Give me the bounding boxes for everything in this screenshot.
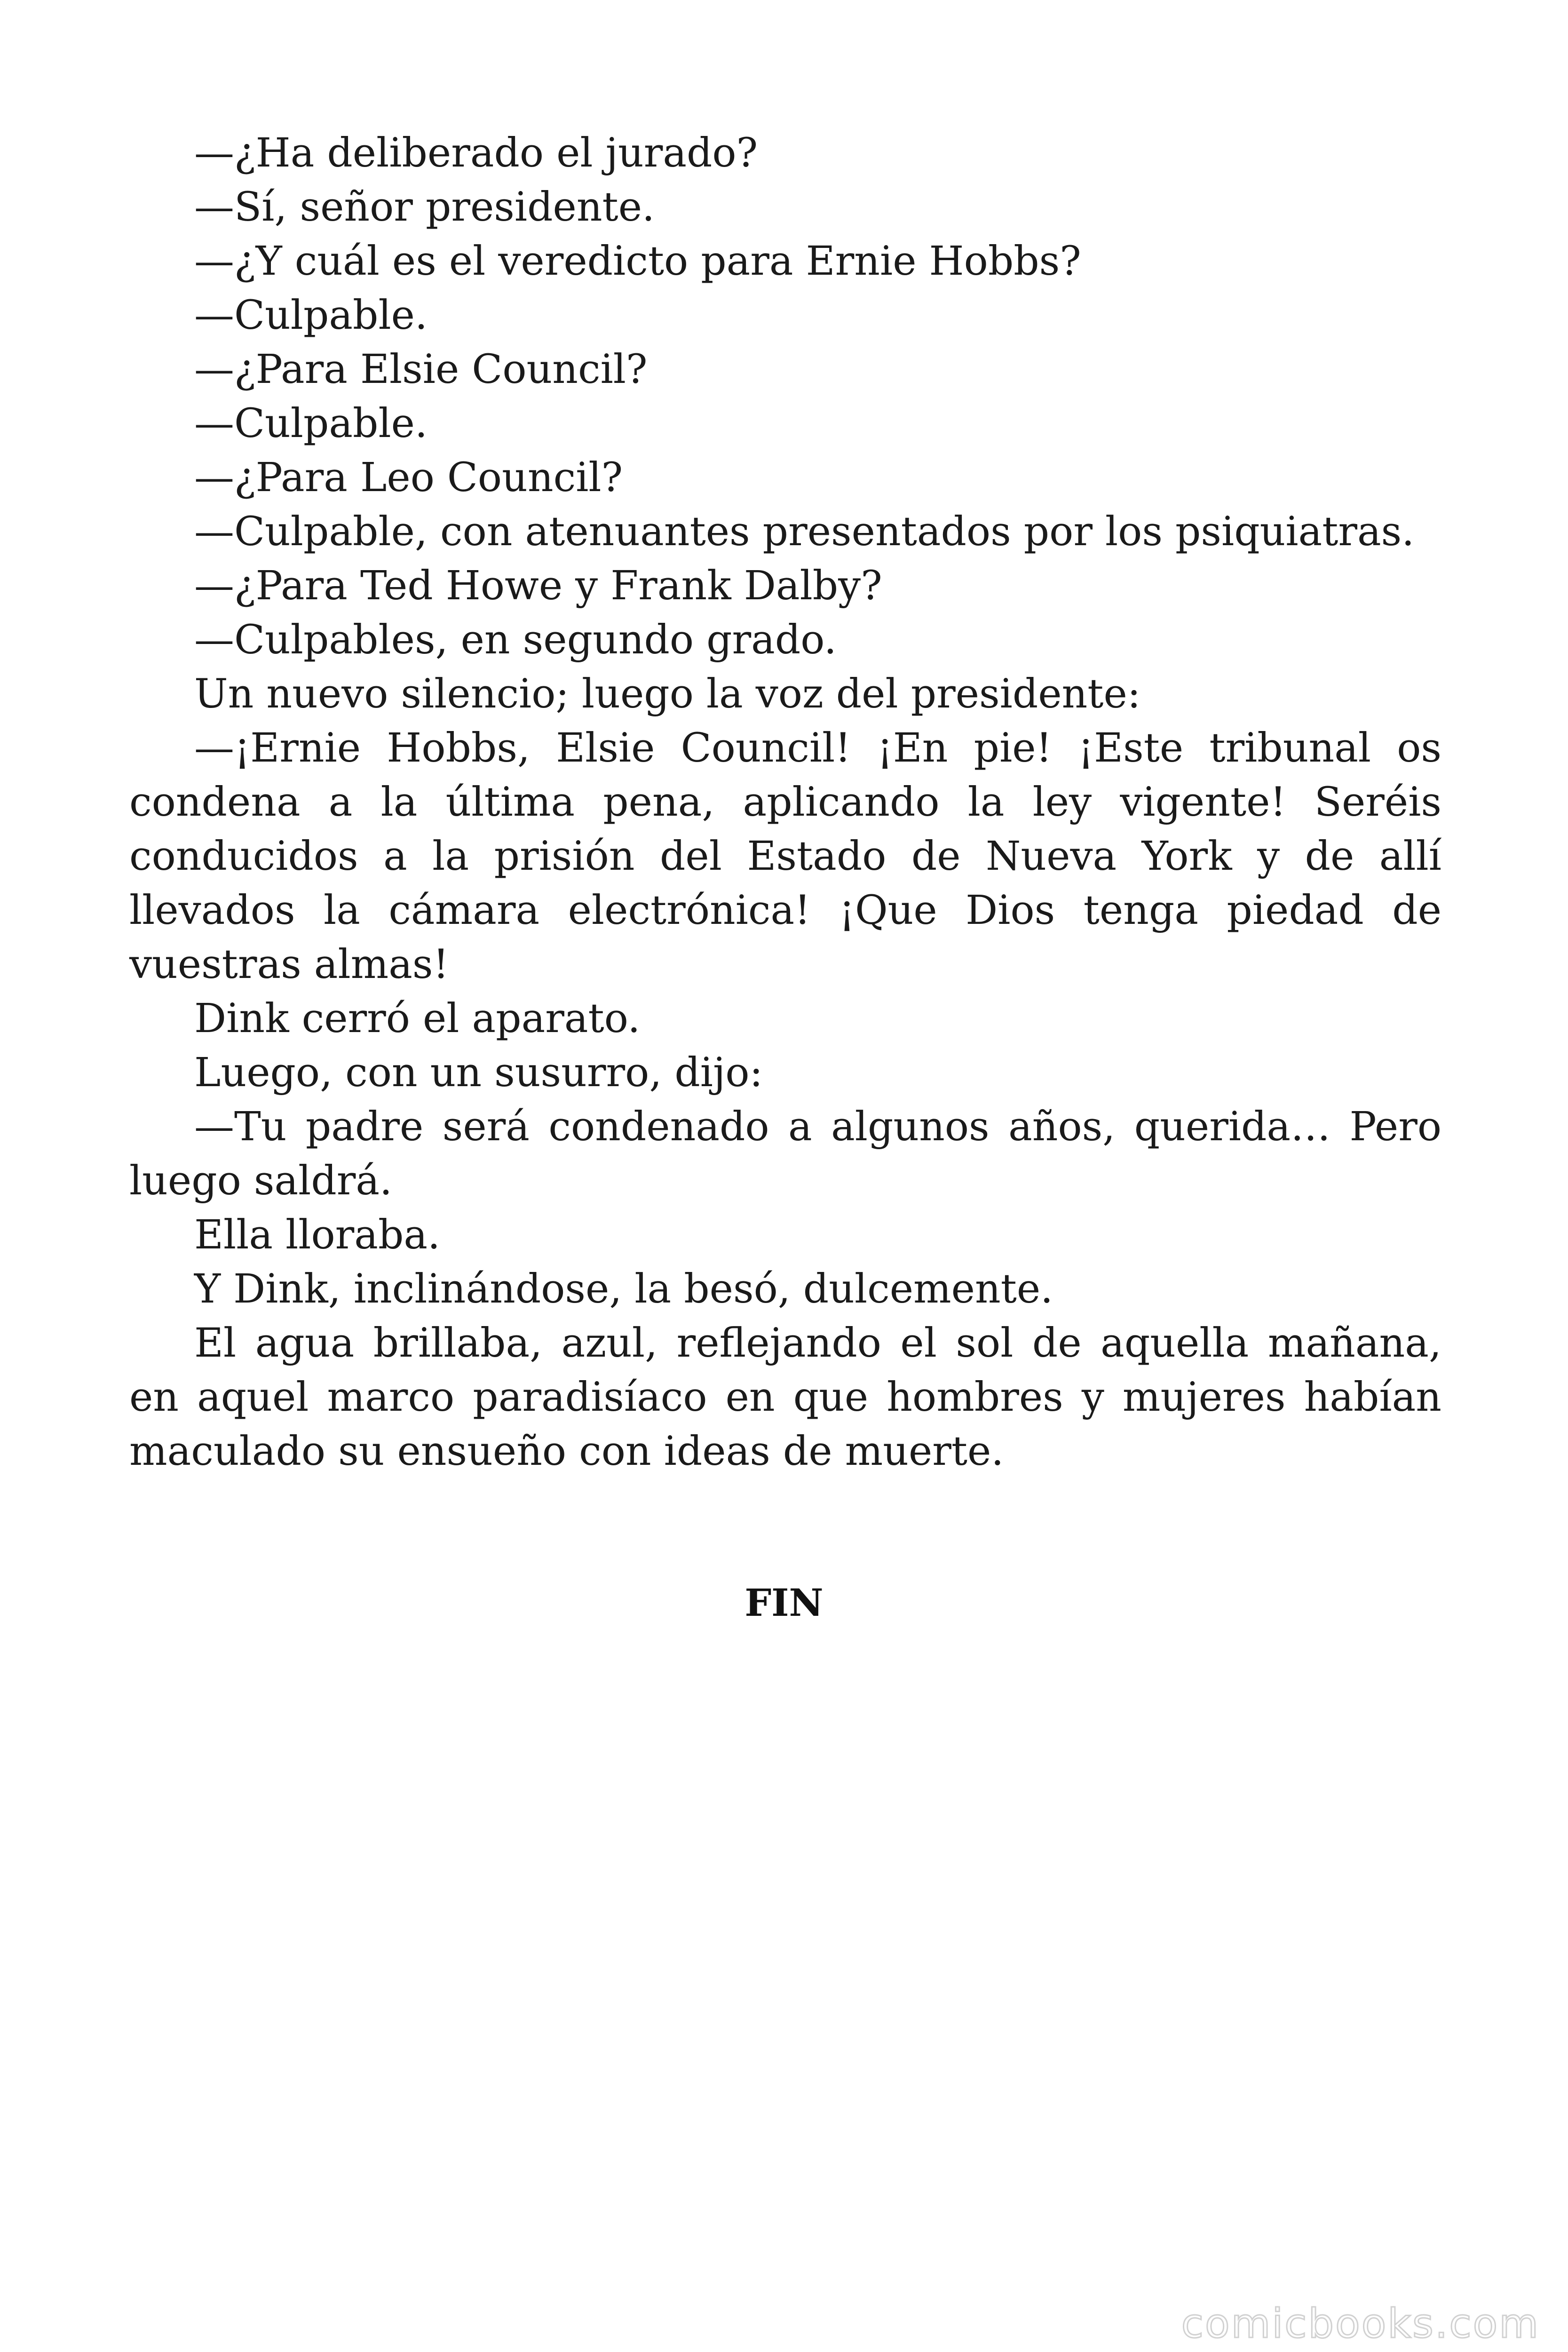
end-mark: FIN: [744, 1581, 824, 1625]
paragraph: —¿Para Ted Howe y Frank Dalby?: [194, 563, 882, 609]
paragraph: —¿Para Elsie Council?: [194, 346, 648, 393]
paragraph: —¿Y cuál es el veredicto para Ernie Hobbs?: [194, 238, 1081, 285]
paragraph: —¿Para Leo Council?: [194, 454, 623, 501]
paragraph: Luego, con un susurro, dijo:: [194, 1049, 763, 1096]
paragraph: —Culpable.: [194, 400, 428, 447]
watermark: comicbooks.com: [1181, 2300, 1540, 2347]
paragraph: —Culpables, en segundo grado.: [194, 617, 837, 663]
paragraph: —¿Ha deliberado el jurado?: [194, 130, 758, 176]
paragraph: Dink cerró el aparato.: [194, 995, 641, 1042]
body-text: [129, 126, 1441, 1478]
paragraph: —Tu padre será condenado a algunos años, querida… Pero luego saldrá.: [129, 1104, 1441, 1204]
paragraph: Un nuevo silencio; luego la voz del presidente:: [194, 671, 1141, 717]
paragraph: Y Dink, inclinándose, la besó, dulcemente.: [194, 1266, 1053, 1312]
paragraph: El agua brillaba, azul, reflejando el sol de aquella mañana, en aquel marco paradisíaco en que hombres y mujeres habían maculado su ensueño con ideas de muerte.: [129, 1320, 1441, 1475]
paragraph: —Culpable, con atenuantes presentados por los psiquiatras.: [194, 509, 1415, 555]
paragraph: Ella lloraba.: [194, 1212, 441, 1258]
paragraph: —Sí, señor presidente.: [194, 184, 655, 230]
paragraph: —Culpable.: [194, 292, 428, 339]
paragraph: —¡Ernie Hobbs, Elsie Council! ¡En pie! ¡Este tribunal os condena a la última pena, aplicando la ley vigente! Seréis conducidos a la prisión del Estado de Nueva York y de allí llevados la cámara electrónica! ¡Que Dios tenga piedad de vuestras almas!: [129, 725, 1441, 988]
